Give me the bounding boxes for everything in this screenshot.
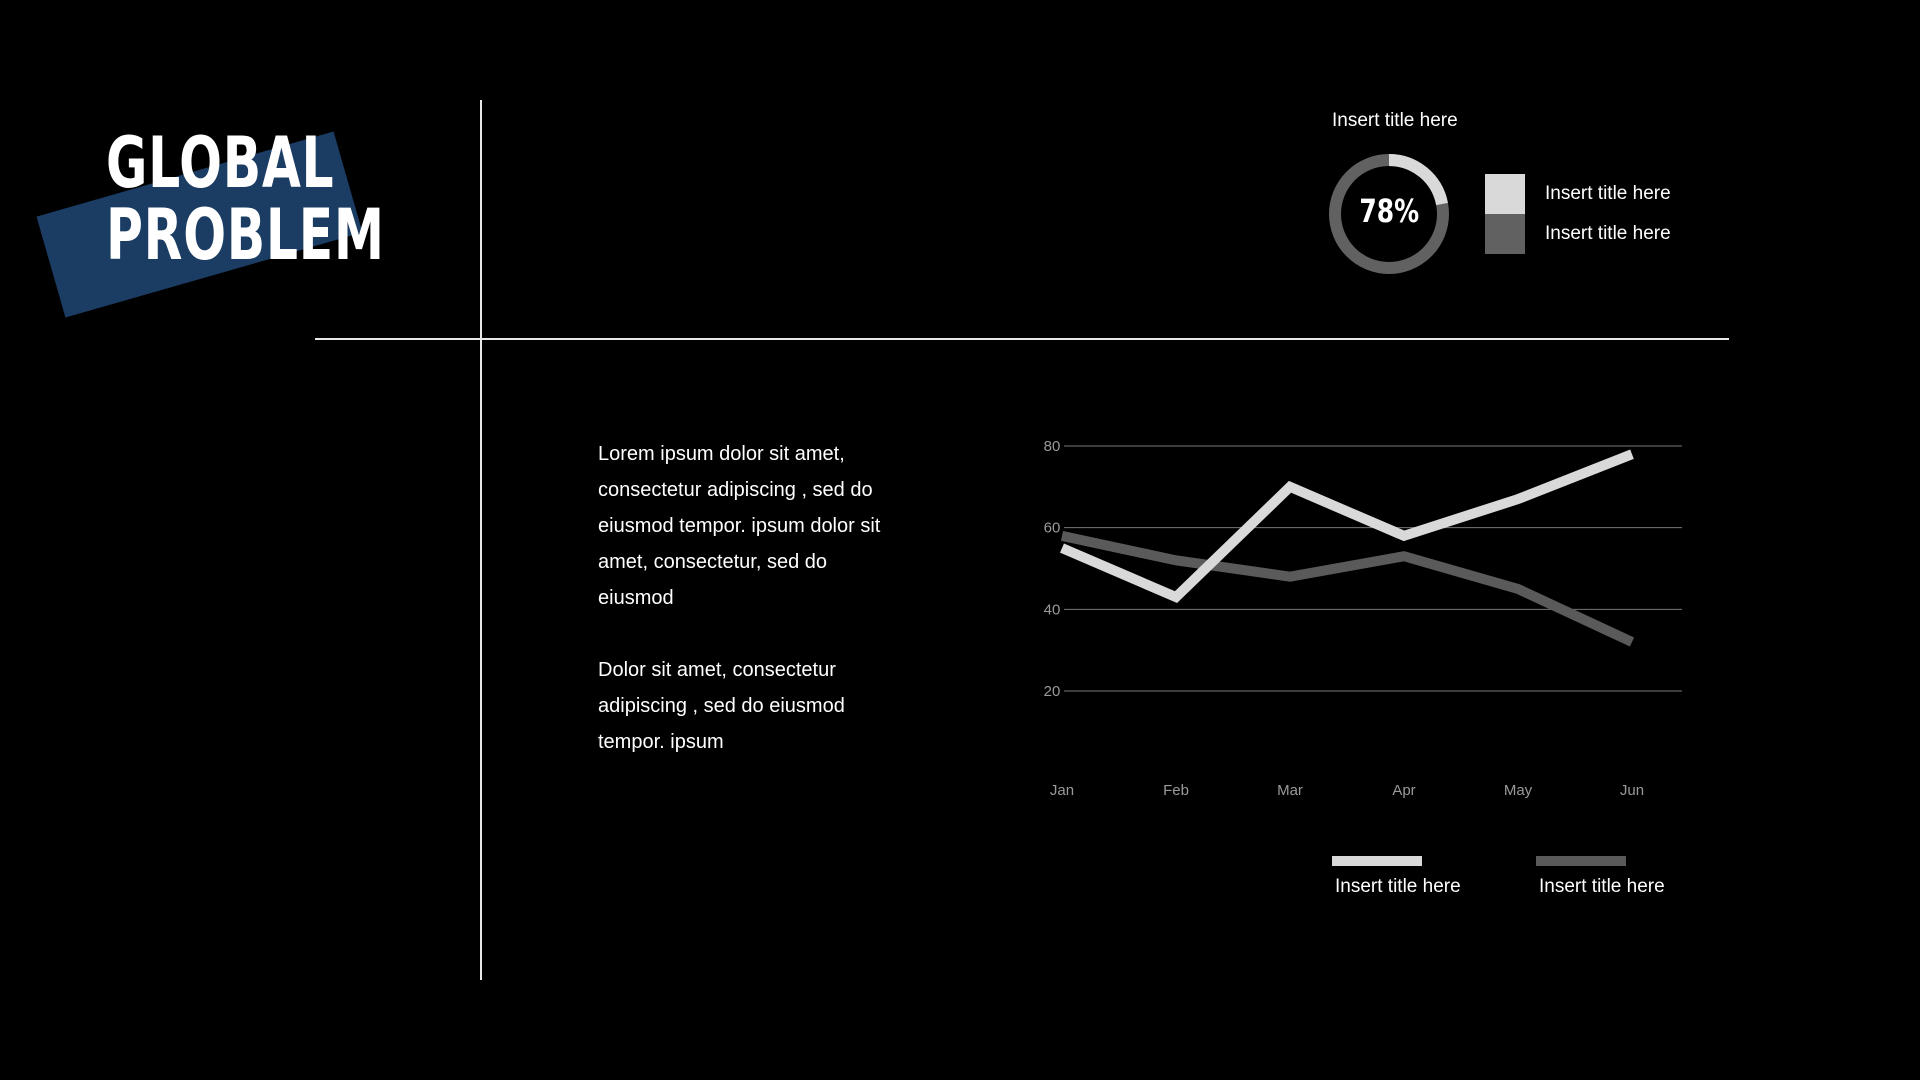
series-line-1 <box>1062 454 1632 597</box>
horizontal-divider <box>315 338 1729 340</box>
y-tick-label: 60 <box>1043 519 1061 537</box>
donut-legend-label-1: Insert title here <box>1545 183 1671 204</box>
x-tick-label: May <box>1503 782 1533 799</box>
x-tick-label: Mar <box>1277 782 1303 799</box>
vertical-divider <box>480 100 482 980</box>
donut-legend-label-2: Insert title here <box>1545 223 1671 244</box>
paragraph-2: Dolor sit amet, consectetur adipiscing , sed do eiusmod tempor. ipsum <box>598 659 845 753</box>
chart-legend-line-2 <box>1536 856 1626 866</box>
slide-title-line1: GLOBAL <box>106 122 335 204</box>
paragraph-1: Lorem ipsum dolor sit amet, consectetur adipiscing , sed do eiusmod tempor. ipsum dolor sit amet, consectetur, sed do eiusmod <box>598 443 881 609</box>
donut-value-label: 78% <box>1359 192 1419 230</box>
x-tick-label: Feb <box>1163 782 1189 799</box>
line-chart <box>960 420 1740 810</box>
donut-title: Insert title here <box>1332 110 1458 131</box>
title-block <box>30 110 385 330</box>
x-tick-label: Jan <box>1049 782 1075 799</box>
donut-legend-swatch-1 <box>1485 174 1525 214</box>
slide-title-line2: PROBLEM <box>106 194 385 276</box>
donut-legend-swatch-2 <box>1485 214 1525 254</box>
chart-legend-label-1: Insert title here <box>1335 876 1461 897</box>
slide-title <box>106 122 385 276</box>
x-tick-label: Jun <box>1619 782 1645 799</box>
body-text <box>598 436 898 796</box>
x-tick-label: Apr <box>1392 782 1416 799</box>
y-tick-label: 20 <box>1043 683 1061 700</box>
chart-legend-line-1 <box>1332 856 1422 866</box>
y-tick-label: 80 <box>1043 438 1061 455</box>
y-tick-label: 40 <box>1043 601 1061 619</box>
chart-legend-label-2: Insert title here <box>1539 876 1665 897</box>
